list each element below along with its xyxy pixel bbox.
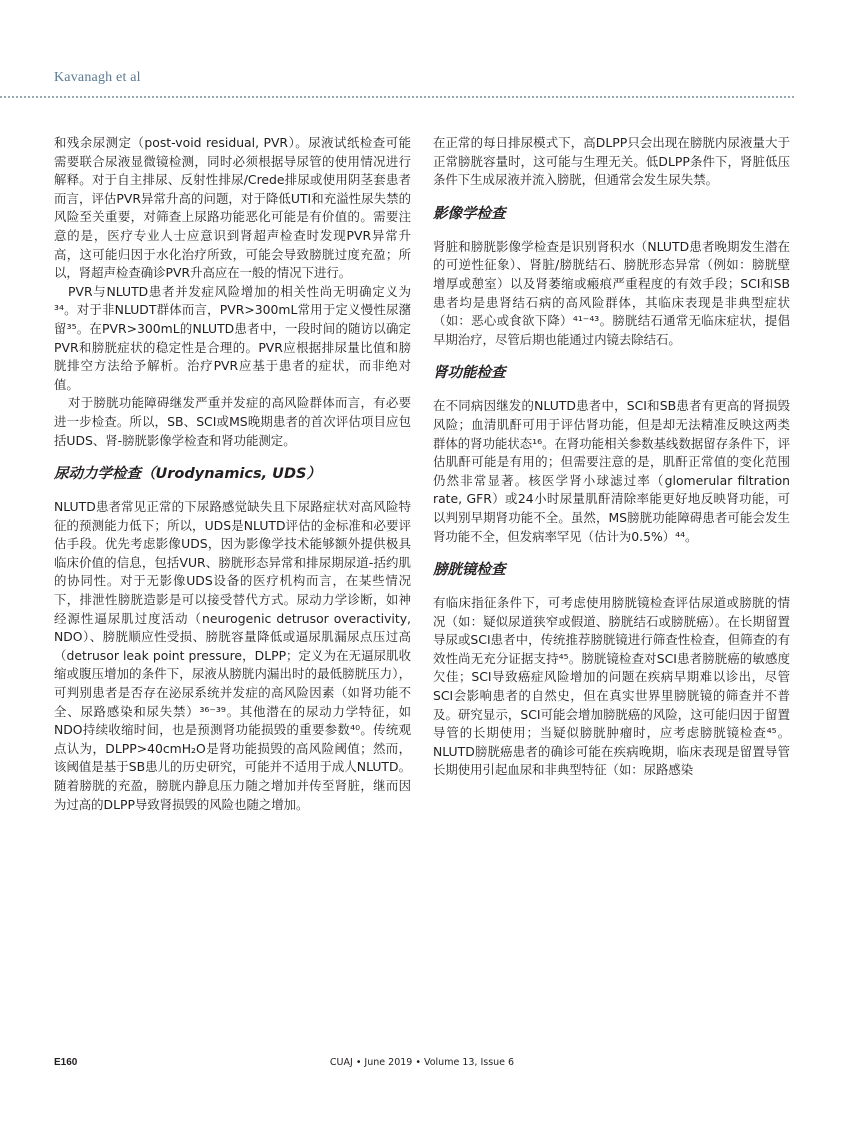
paragraph: 肾脏和膀胱影像学检查是识别肾积水（NLUTD患者晚期发生潜在的可逆性征象）、肾脏/膀胱结石、膀胱形态异常（例如：膀胱壁增厚或憩室）以及肾萎缩或瘢痕严重程度的有效手段；SCI和SB患者均是患肾结石病的高风险群体，其临床表现是非典型症状（如：恶心或食欲下降）⁴¹⁻⁴³。膀胱结石通常无临床症状，提倡早期治疗，尽管后期也能通过内镜去除结石。 <box>433 238 790 347</box>
page-number: E160 <box>54 1057 78 1068</box>
paragraph: 和残余尿测定（post-void residual, PVR）。尿液试纸检查可能需要联合尿液显微镜检测，同时必须根据导尿管的使用情况进行解释。对于自主排尿、反射性排尿/Crede排尿或使用阴茎套患者而言，评估PVR异常升高的问题，对于降低UTI和充溢性尿失禁的风险至关重要，对筛查上尿路功能恶化可能是有价值的。需要注意的是，医疗专业人士应意识到肾超声检查时发现PVR异常升高，这可能归因于水化治疗所致，可能会导致膀胱过度充盈；所以，肾超声检查确诊PVR升高应在一般的情况下进行。 <box>54 135 411 281</box>
section-heading-renal-function: 肾功能检查 <box>433 365 506 382</box>
right-column <box>433 134 790 780</box>
running-head: Kavanagh et al <box>54 70 141 85</box>
journal-info: CUAJ • June 2019 • Volume 13, Issue 6 <box>329 1057 515 1068</box>
paragraph: 有临床指征条件下，可考虑使用膀胱镜检查评估尿道或膀胱的情况（如：疑似尿道狭窄或假道、膀胱结石或膀胱癌）。在长期留置导尿或SCI患者中，传统推荐膀胱镜进行筛查性检查，但筛查的有效性尚无充分证据支持⁴⁵。膀胱镜检查对SCI患者膀胱癌的敏感度欠佳；SCI导致癌症风险增加的问题在疾病早期难以诊出，尽管SCI会影响患者的自然史，但在真实世界里膀胱镜的筛查并不普及。研究显示，SCI可能会增加膀胱癌的风险，这可能归因于留置导管的长期使用；当疑似膀胱肿瘤时，应考虑膀胱镜检查⁴⁵。NLUTD膀胱癌患者的确诊可能在疾病晚期，临床表现是留置导管长期使用引起血尿和非典型特征（如：尿路感染 <box>433 595 790 778</box>
paragraph: PVR与NLUTD患者并发症风险增加的相关性尚无明确定义为³⁴。对于非NLUDT群体而言，PVR>300mL常用于定义慢性尿潴留³⁵。在PVR>300mL的NLUTD患者中，一段时间的随访以确定PVR和膀胱症状的稳定性是合理的。PVR应根据排尿量比值和膀胱排空方法给予解析。治疗PVR应基于患者的症状，而非绝对值。 <box>54 283 411 392</box>
paragraph: NLUTD患者常见正常的下尿路感觉缺失且下尿路症状对高风险特征的预测能力低下；所以，UDS是NLUTD评估的金标准和必要评估手段。优先考虑影像UDS，因为影像学技术能够额外提供极具临床价值的信息，包括VUR、膀胱形态异常和排尿期尿道-括约肌的协同性。对于无影像UDS设备的医疗机构而言，在某些情况下，排泄性膀胱造影是可以接受替代方式。尿动力学诊断，如神经源性逼尿肌过度活动（neurogenic detrusor overactivity, NDO）、膀胱顺应性受损、膀胱容量降低或逼尿肌漏尿点压过高（detrusor leak point pressure，DLPP；定义为在无逼尿肌收缩或腹压增加的条件下，尿液从膀胱内漏出时的最低膀胱压力），可判别患者是否存在泌尿系统并发症的高风险因素（如肾功能不全、尿路感染和尿失禁）³⁶⁻³⁹。其他潜在的尿动力学特征，如NDO持续收缩时间，也是预测肾功能损毁的重要参数⁴⁰。传统观点认为，DLPP>40cmH₂O是肾功能损毁的高风险阈值；然而，该阈值是基于SB患儿的历史研究，可能并不适用于成人NLUTD。随着膀胱的充盈，膀胱内静息压力随之增加并传至肾脏，继而因为过高的DLPP导致肾损毁的风险也随之增加。 <box>54 499 411 812</box>
paragraph: 在正常的每日排尿模式下，高DLPP只会出现在膀胱内尿液量大于正常膀胱容量时，这可能与生理无关。低DLPP条件下，肾脏低压条件下生成尿液并流入膀胱，但通常会发生尿失禁。 <box>433 135 790 188</box>
header-divider <box>0 96 794 98</box>
section-heading-urodynamics: 尿动力学检查（Urodynamics, UDS） <box>54 466 321 483</box>
left-column <box>54 134 411 814</box>
paragraph: 在不同病因继发的NLUTD患者中，SCI和SB患者有更高的肾损毁风险；血清肌酐可用于评估肾功能，但是却无法精准反映这两类群体的肾功能状态¹⁶。在肾功能相关参数基线数据留存条件下，评估肌酐可能是有用的；但需要注意的是，肌酐正常值的变化范围仍然非常显著。核医学肾小球滤过率（glomerular filtration rate, GFR）或24小时尿量肌酐清除率能更好地反映肾功能，可以判别早期肾功能不全。虽然，MS膀胱功能障碍患者可能会发生肾功能不全，但发病率罕见（估计为0.5%）⁴⁴。 <box>433 398 790 544</box>
paragraph: 对于膀胱功能障碍继发严重并发症的高风险群体而言，有必要进一步检查。所以，SB、SCI或MS晚期患者的首次评估项目应包括UDS、肾-膀胱影像学检查和肾功能测定。 <box>54 395 411 448</box>
section-heading-cystoscopy: 膀胱镜检查 <box>433 562 506 579</box>
section-heading-imaging: 影像学检查 <box>433 205 506 222</box>
